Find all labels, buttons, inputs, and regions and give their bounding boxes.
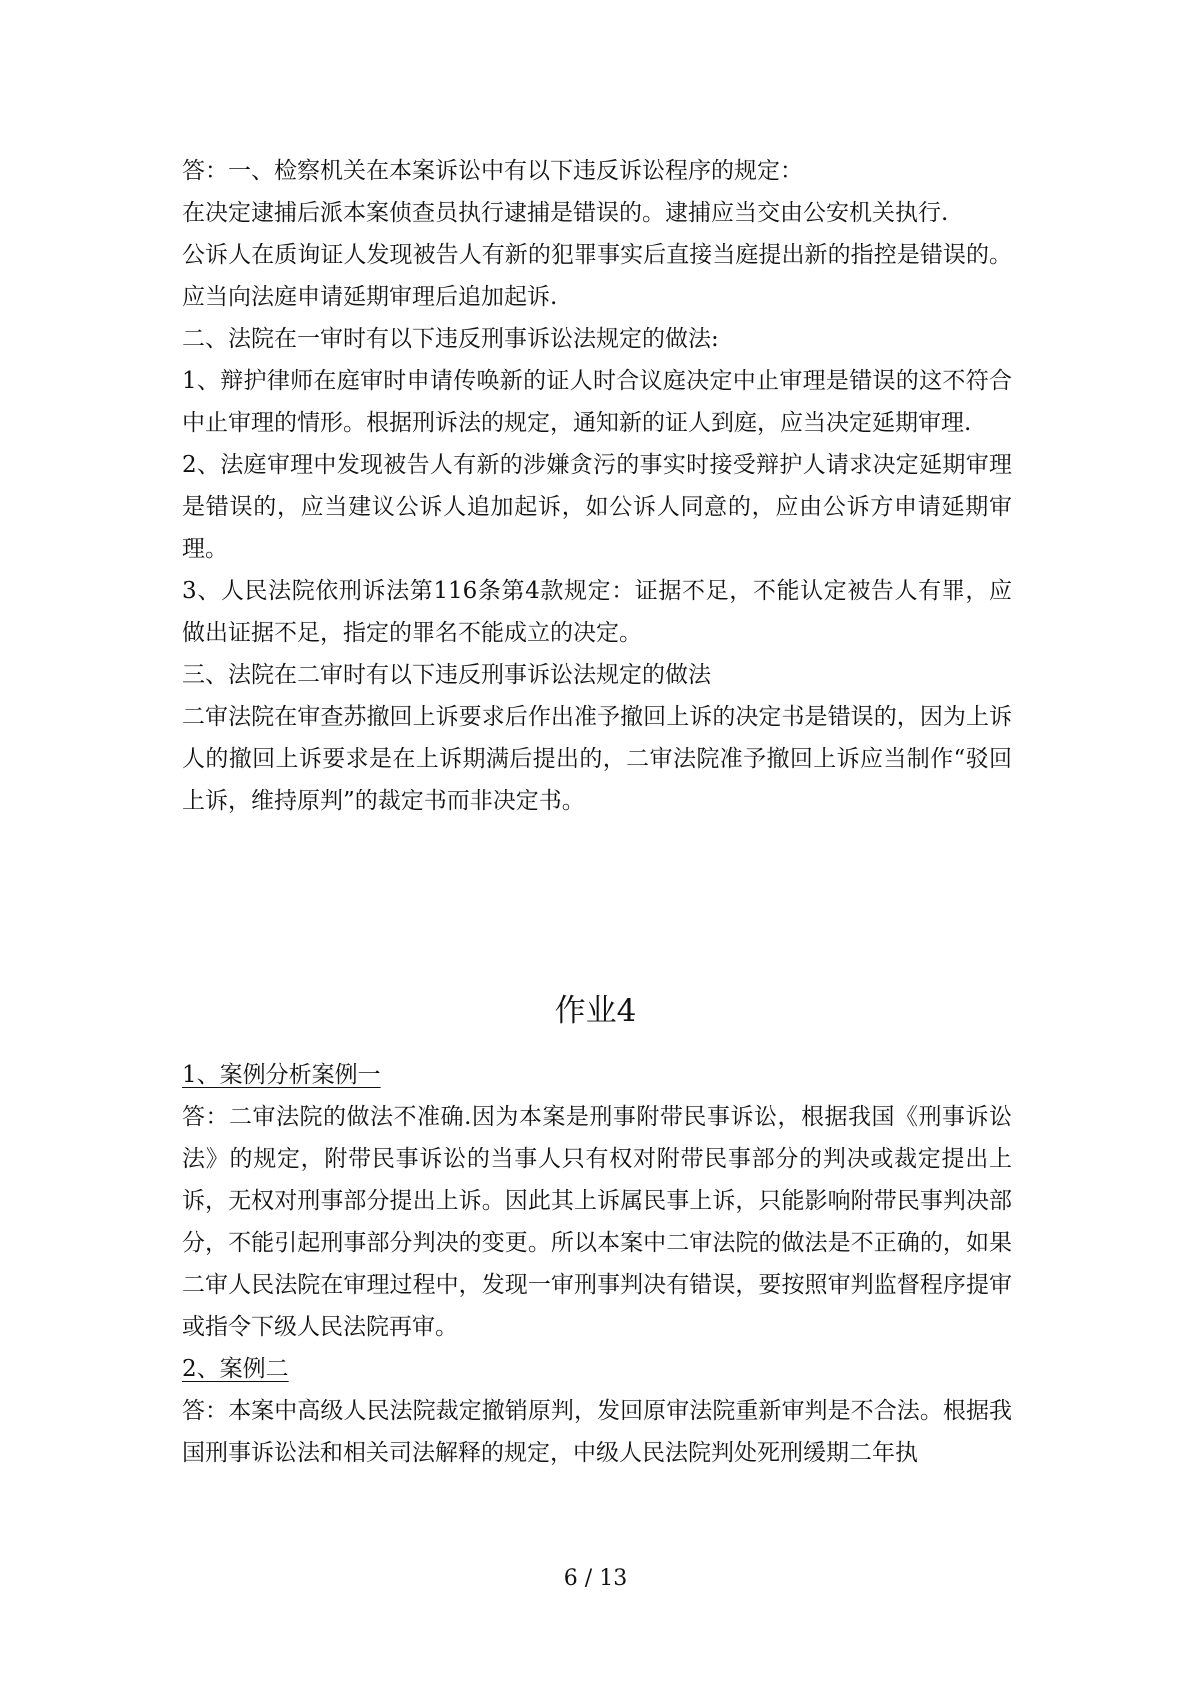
paragraph: 3、人民法院依刑诉法第116条第4款规定：证据不足，不能认定被告人有罪，应做出证据不足，指定的罪名不能成立的决定。 xyxy=(182,578,1012,646)
section-heading: 作业4 xyxy=(554,993,637,1029)
case-answer: 答：二审法院的做法不准确.因为本案是刑事附带民事诉讼，根据我国《刑事诉讼法》的规定，附带民事诉讼的当事人只有权对附带民事部分的判决或裁定提出上诉，无权对刑事部分提出上诉。因此其上诉属民事上诉，只能影响附带民事判决部分，不能引起刑事部分判决的变更。所以本案中二审法院的做法是不正确的，如果二审人民法院在审理过程中，发现一审刑事判决有错误，要按照审判监督程序提审或指令下级人民法院再审。 xyxy=(182,1104,1012,1340)
paragraph: 公诉人在质询证人发现被告人有新的犯罪事实后直接当庭提出新的指控是错误的。应当向法庭申请延期审理后追加起诉. xyxy=(182,242,1012,310)
case-title xyxy=(182,1054,1012,1096)
paragraph: 答：一、检察机关在本案诉讼中有以下违反诉讼程序的规定： xyxy=(182,158,803,184)
paragraph: 二、法院在一审时有以下违反刑事诉讼法规定的做法: xyxy=(182,326,719,352)
answer-section-assignment-4 xyxy=(182,1054,1012,1474)
paragraph: 三、法院在二审时有以下违反刑事诉讼法规定的做法 xyxy=(182,662,711,688)
case-answer: 答：本案中高级人民法院裁定撤销原判，发回原审法院重新审判是不合法。根据我国刑事诉讼法和相关司法解释的规定，中级人民法院判处死刑缓期二年执 xyxy=(182,1398,1012,1466)
answer-section-assignment-3 xyxy=(182,150,1012,822)
paragraph: 1、辩护律师在庭审时申请传唤新的证人时合议庭决定中止审理是错误的这不符合中止审理的情形。根据刑诉法的规定，通知新的证人到庭，应当决定延期审理. xyxy=(182,368,1012,436)
paragraph: 2、法庭审理中发现被告人有新的涉嫌贪污的事实时接受辩护人请求决定延期审理是错误的，应当建议公诉人追加起诉，如公诉人同意的，应由公诉方申请延期审理。 xyxy=(182,452,1012,562)
paragraph: 二审法院在审查苏撤回上诉要求后作出准予撤回上诉的决定书是错误的，因为上诉人的撤回上诉要求是在上诉期满后提出的，二审法院准予撤回上诉应当制作“驳回上诉，维持原判”的裁定书而非决定书。 xyxy=(182,704,1012,814)
page-number: 6 / 13 xyxy=(563,1566,628,1591)
case-title xyxy=(182,1348,1012,1390)
paragraph: 在决定逮捕后派本案侦查员执行逮捕是错误的。逮捕应当交由公安机关执行. xyxy=(182,200,949,226)
case-title-text: 2、案例二 xyxy=(182,1356,289,1382)
case-title-text: 1、案例分析案例一 xyxy=(182,1062,381,1088)
